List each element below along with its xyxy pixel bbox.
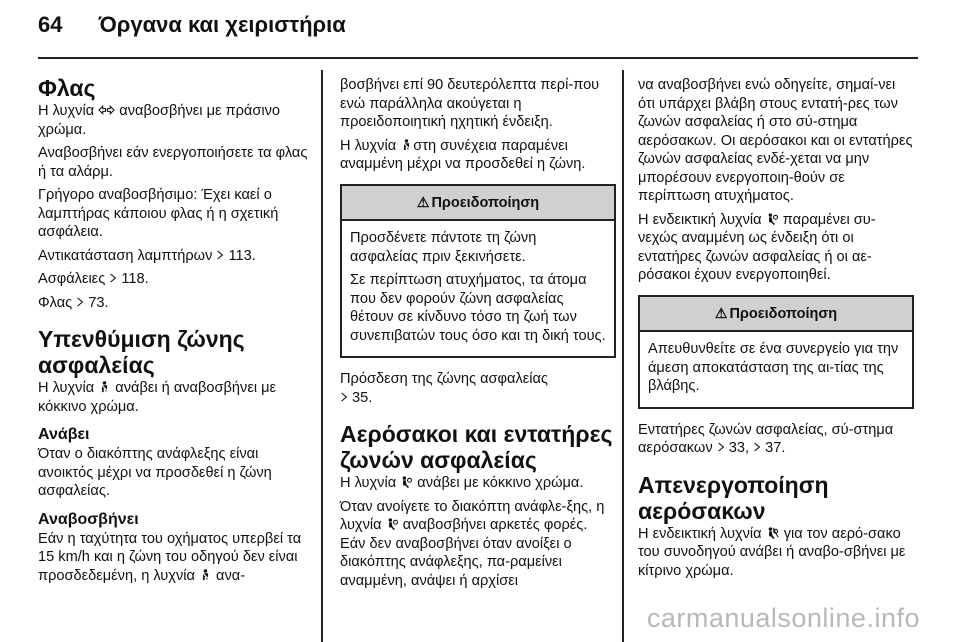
paragraph: Σε περίπτωση ατυχήματος, τα άτομα που δεν φορούν ζώνη ασφαλείας θέτουν σε κίνδυνο τόσο τη ζωή των συνεπιβατών τους όσο και τη δική τους. [350, 272, 606, 344]
reference-arrow-icon [717, 441, 725, 453]
reference-turn-signals[interactable]: Φλας 73. [38, 294, 109, 311]
reference-arrow-icon [340, 391, 348, 403]
section-title-airbags: Αερόσακοι και εντατήρες ζωνών ασφαλείας [340, 421, 613, 473]
warning-body [640, 332, 912, 407]
column-1 [38, 67, 314, 590]
warning-header: ⚠ Προειδοποίηση [640, 297, 912, 333]
paragraph: Η ενδεικτική λυχνία παραμένει συ-νεχώς αναμμένη ως ένδειξη ότι οι εντατήρες ζωνών ασφαλείας ή οι αε-ρόσακοι έχουν ενεργοποιηθεί. [638, 211, 876, 283]
seatbelt-icon [400, 139, 413, 151]
paragraph: Αναβοσβήνει εάν ενεργοποιήσετε τα φλας ή τα αλάρμ. [38, 145, 308, 180]
section-title-airbag-deactivation: Απενεργοποίηση αερόσακων [638, 471, 829, 524]
section-title-turn-signals: Φλας [38, 75, 96, 101]
watermark: carmanualsonline.info [646, 603, 920, 633]
paragraph: να αναβοσβήνει ενώ οδηγείτε, σημαί-νει ότι υπάρχει βλάβη στους εντατή-ρες των ζωνών ασφαλείας ή στο σύ-στημα αερόσακων. Οι αερόσακοι και οι εντατήρες ζωνών ασφαλείας ενδέ-χεται να μην μπορέσουν ενεργοποιη-θούν σε περίπτωση ατυχήματος. [638, 77, 913, 204]
paragraph: Η λυχνία αναβοσβήνει με πράσινο χρώμα. [38, 103, 281, 138]
seatbelt-icon [98, 381, 111, 393]
airbag-icon [400, 476, 413, 488]
warning-box [340, 184, 616, 359]
page-header [38, 12, 346, 38]
paragraph: Προσδένετε πάντοτε τη ζώνη ασφαλείας πριν ξεκινήσετε. [350, 230, 537, 265]
paragraph: βοσβήνει επί 90 δευτερόλεπτα περί-που ενώ παράλληλα ακούγεται η προειδοποιητική ηχητική ένδειξη. [340, 77, 600, 130]
paragraph: Η λυχνία ανάβει ή αναβοσβήνει με κόκκινο χρώμα. [38, 380, 277, 415]
warning-body [342, 221, 614, 356]
airbag-icon [386, 518, 399, 530]
paragraph: Απευθυνθείτε σε ένα συνεργείο για την άμεση αποκατάσταση της αι-τίας της βλάβης. [648, 341, 899, 394]
subsection-title-on: Ανάβει [38, 426, 90, 443]
column-divider [321, 70, 323, 642]
subsection-title-flashing: Αναβοσβήνει [38, 510, 139, 528]
reference-airbag-system[interactable]: Εντατήρες ζωνών ασφαλείας, σύ-στημα αερόσακων 33, 37. [638, 421, 894, 456]
column-2 [340, 76, 616, 595]
warning-triangle-icon: ⚠ [714, 304, 728, 321]
reference-fuses[interactable]: Ασφάλειες 118. [38, 271, 149, 287]
paragraph: Όταν ανοίγετε το διακόπτη ανάφλε-ξης, η λυχνία αναβοσβήνει αρκετές φορές. Εάν δεν αναβοσβήνει όταν ανοίξει ο διακόπτης ανάφλεξης, πα-ραμείνει αναμμένη, ανάψει ή αρχίσει [340, 498, 605, 589]
page-title: Όργανα και χειριστήρια [98, 12, 346, 37]
turn-signal-icon [98, 104, 115, 116]
reference-seatbelt-fastening[interactable]: Πρόσδεση της ζώνης ασφαλείας 35. [340, 371, 548, 406]
header-rule [38, 57, 918, 59]
page-number: 64 [38, 12, 63, 37]
paragraph: Η λυχνία στη συνέχεια παραμένει αναμμένη μέχρι να προσδεθεί η ζώνη. [340, 137, 586, 172]
airbag-icon [766, 213, 779, 225]
warning-header: ⚠ Προειδοποίηση [342, 186, 614, 222]
warning-triangle-icon: ⚠ [416, 193, 430, 210]
paragraph: Η ενδεικτική λυχνία για τον αερό-σακο του συνοδηγού ανάβει ή αναβο-σβήνει με κίτρινο χρώμα. [638, 525, 906, 579]
passenger-airbag-off-icon [766, 527, 780, 539]
reference-bulb-replacement[interactable]: Αντικατάσταση λαμπτήρων 113. [38, 247, 256, 264]
paragraph: Εάν η ταχύτητα του οχήματος υπερβεί τα 15 km/h και η ζώνη του οδηγού δεν είναι προσδεδεμένη, η λυχνία ανα- [38, 530, 302, 584]
paragraph: Γρήγορο αναβοσβήσιμο: Έχει καεί ο λαμπτήρας κάποιου φλας ή η σχετική ασφάλεια. [38, 187, 279, 240]
paragraph: Όταν ο διακόπτης ανάφλεξης είναι ανοικτός μέχρι να προσδεθεί η ζώνη ασφαλείας. [38, 446, 272, 499]
warning-box [638, 295, 914, 409]
reference-arrow-icon [753, 441, 761, 453]
seatbelt-icon [199, 569, 212, 581]
column-divider [622, 70, 624, 642]
section-title-seatbelt-reminder: Υπενθύμιση ζώνης ασφαλείας [38, 326, 245, 378]
paragraph: Η λυχνία ανάβει με κόκκινο χρώμα. [340, 475, 584, 491]
column-3 [638, 76, 914, 585]
